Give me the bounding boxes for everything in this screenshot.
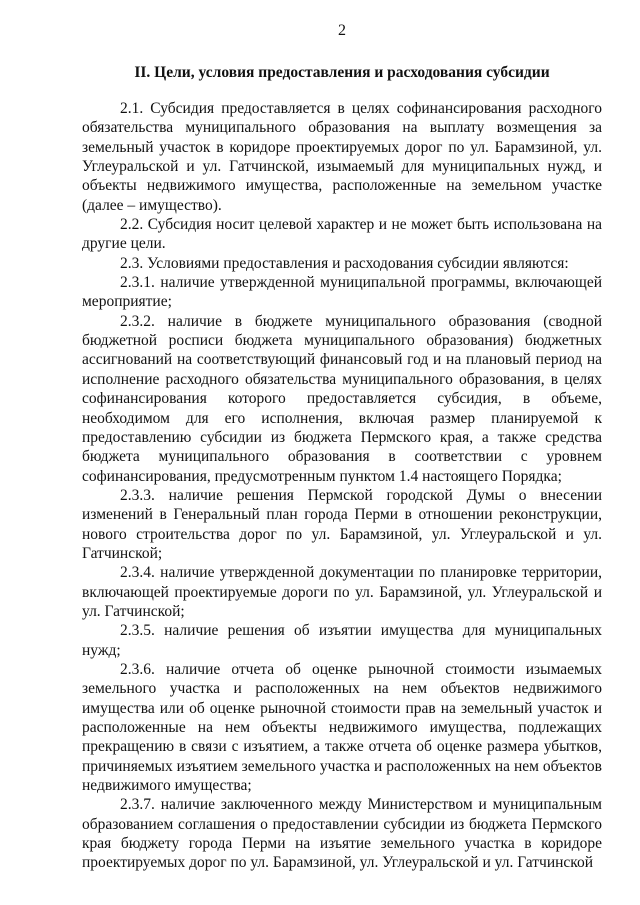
page-number: 2 bbox=[338, 22, 346, 39]
paragraph-2-3-2: 2.3.2. наличие в бюджете муниципального образования (сводной бюджетной росписи бюджета муниципального образования) бюджетных ассигнований на соответствующий финансовый год и на плановый период на исполнение расходного обязательства муниципального образования, в целях софинансирования которого предоставляется субсидия, в объеме, необходимом для его исполнения, включая размер планируемой к предоставлению субсидии из бюджета Пермского края, а также средства бюджета муниципального образования в соответствии с уровнем софинансирования, предусмотренным пунктом 1.4 настоящего Порядка; bbox=[82, 312, 602, 485]
paragraph-2-3: 2.3. Условиями предоставления и расходования субсидии являются: bbox=[120, 254, 569, 272]
paragraph-2-3-3: 2.3.3. наличие решения Пермской городской Думы о внесении изменений в Генеральный план города Перми в отношении реконструкции, нового строительства дорог по ул. Барамзиной, ул. Углеуральской и ул. Гатчинской; bbox=[82, 486, 602, 562]
paragraph-2-3-6: 2.3.6. наличие отчета об оценке рыночной стоимости изымаемых земельного участка и расположенных на нем объектов недвижимого имущества или об оценке рыночной стоимости прав на земельный участок и расположенные на нем объекты недвижимого имущества, подлежащих прекращению в связи с изъятием, а также отчета об оценке размера убытков, причиняемых изъятием земельного участка и расположенных на нем объектов недвижимого имущества; bbox=[82, 660, 602, 795]
body-text bbox=[82, 99, 602, 873]
paragraph-2-3-4: 2.3.4. наличие утвержденной документации по планировке территории, включающей проектируемые дороги по ул. Барамзиной, ул. Углеуральской и ул. Гатчинской; bbox=[82, 564, 602, 620]
section-title: II. Цели, условия предоставления и расходования субсидии bbox=[134, 64, 550, 81]
paragraph-2-3-5: 2.3.5. наличие решения об изъятии имущества для муниципальных нужд; bbox=[82, 622, 602, 659]
paragraph-2-3-1: 2.3.1. наличие утвержденной муниципальной программы, включающей мероприятие; bbox=[82, 274, 602, 311]
paragraph-2-1: 2.1. Субсидия предоставляется в целях софинансирования расходного обязательства муниципального образования на выплату возмещения за земельный участок в коридоре проектируемых дорог по ул. Барамзиной, ул. Углеуральской и ул. Гатчинской, изымаемый для муниципальных нужд, и объекты недвижимого имущества, расположенные на земельном участке (далее – имущество). bbox=[82, 100, 602, 214]
paragraph-2-2: 2.2. Субсидия носит целевой характер и не может быть использована на другие цели. bbox=[82, 216, 602, 253]
paragraph-2-3-7: 2.3.7. наличие заключенного между Министерством и муниципальным образованием соглашения о предоставлении субсидии из бюджета Пермского края бюджету города Перми на изъятие земельного участка в коридоре проектируемых дорог по ул. Барамзиной, ул. Углеуральской и ул. Гатчинской bbox=[82, 796, 602, 872]
